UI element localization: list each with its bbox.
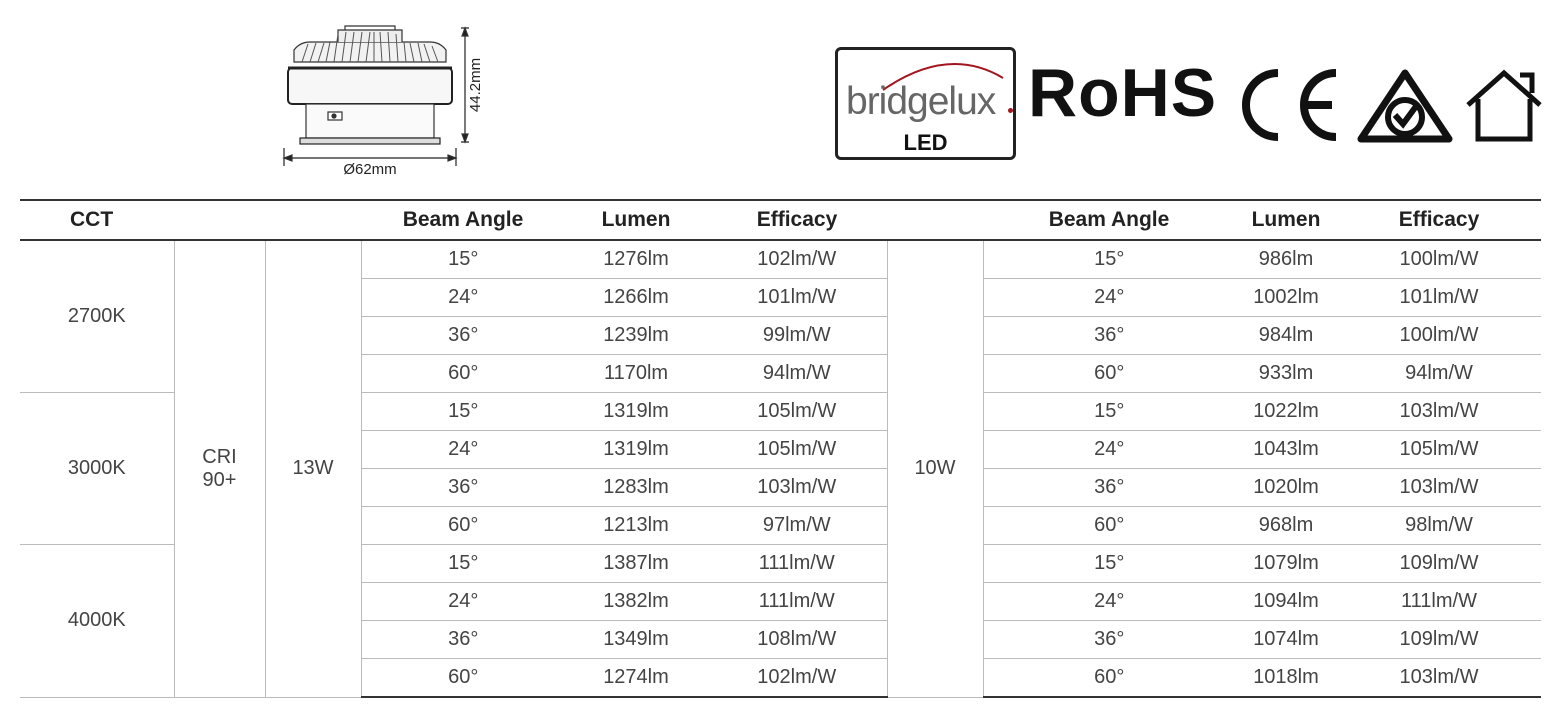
efficacy-cell: 111lm/W <box>707 545 887 583</box>
header-beam-angle-13w: Beam Angle <box>361 200 565 240</box>
beam-angle-cell: 60° <box>361 507 565 545</box>
efficacy-cell: 103lm/W <box>707 469 887 507</box>
lumen-cell: 1319lm <box>565 431 707 469</box>
beam-angle-cell: 36° <box>983 317 1235 355</box>
diameter-dimension-label: Ø62mm <box>343 161 397 178</box>
beam-angle-cell: 15° <box>361 240 565 279</box>
bridgelux-wordmark: bridgelux <box>846 80 996 123</box>
efficacy-cell: 101lm/W <box>707 279 887 317</box>
efficacy-cell: 108lm/W <box>707 621 887 659</box>
efficacy-cell: 98lm/W <box>1337 507 1541 545</box>
cri-value: 90+ <box>202 468 237 491</box>
efficacy-cell: 102lm/W <box>707 659 887 698</box>
lumen-cell: 1043lm <box>1235 431 1337 469</box>
lumen-cell: 984lm <box>1235 317 1337 355</box>
bridgelux-led-label: LED <box>903 130 948 155</box>
lumen-cell: 1020lm <box>1235 469 1337 507</box>
table-row <box>20 240 1541 279</box>
efficacy-cell: 94lm/W <box>707 355 887 393</box>
beam-angle-cell: 24° <box>361 431 565 469</box>
beam-angle-cell: 15° <box>983 545 1235 583</box>
beam-angle-cell: 60° <box>983 355 1235 393</box>
efficacy-cell: 103lm/W <box>1337 469 1541 507</box>
rcm-mark-icon <box>1355 67 1455 147</box>
lumen-cell: 1239lm <box>565 317 707 355</box>
lumen-cell: 986lm <box>1235 240 1337 279</box>
lumen-cell: 1274lm <box>565 659 707 698</box>
lumen-cell: 1018lm <box>1235 659 1337 698</box>
product-dimension-drawing <box>270 20 510 185</box>
beam-angle-cell: 36° <box>983 469 1235 507</box>
lumen-cell: 1074lm <box>1235 621 1337 659</box>
header-efficacy-10w: Efficacy <box>1337 200 1541 240</box>
lumen-cell: 1266lm <box>565 279 707 317</box>
cct-2700k: 2700K <box>20 240 174 393</box>
efficacy-cell: 100lm/W <box>1337 240 1541 279</box>
lumen-cell: 1276lm <box>565 240 707 279</box>
led-module-drawing-icon <box>270 20 510 185</box>
beam-angle-cell: 24° <box>361 279 565 317</box>
photometric-spec-table <box>20 199 1541 698</box>
beam-angle-cell: 24° <box>983 279 1235 317</box>
ce-mark-icon <box>1240 65 1340 145</box>
header-cct: CCT <box>20 200 174 240</box>
beam-angle-cell: 15° <box>983 393 1235 431</box>
rohs-mark: RoHS <box>1028 55 1218 131</box>
header-lumen-10w: Lumen <box>1235 200 1337 240</box>
height-dimension-label: 44.2mm <box>467 57 484 113</box>
lumen-cell: 1283lm <box>565 469 707 507</box>
cri-cell <box>174 240 265 697</box>
efficacy-cell: 111lm/W <box>707 583 887 621</box>
lumen-cell: 1319lm <box>565 393 707 431</box>
beam-angle-cell: 60° <box>361 659 565 698</box>
beam-angle-cell: 36° <box>361 317 565 355</box>
lumen-cell: 1382lm <box>565 583 707 621</box>
efficacy-cell: 109lm/W <box>1337 545 1541 583</box>
efficacy-cell: 94lm/W <box>1337 355 1541 393</box>
lumen-cell: 1002lm <box>1235 279 1337 317</box>
cct-3000k: 3000K <box>20 393 174 545</box>
efficacy-cell: 101lm/W <box>1337 279 1541 317</box>
lumen-cell: 1094lm <box>1235 583 1337 621</box>
lumen-cell: 968lm <box>1235 507 1337 545</box>
bridgelux-dot-icon <box>1008 108 1013 113</box>
efficacy-cell: 103lm/W <box>1337 659 1541 698</box>
efficacy-cell: 103lm/W <box>1337 393 1541 431</box>
lumen-cell: 1387lm <box>565 545 707 583</box>
lumen-cell: 1213lm <box>565 507 707 545</box>
beam-angle-cell: 24° <box>983 431 1235 469</box>
beam-angle-cell: 15° <box>983 240 1235 279</box>
bridgelux-logo <box>835 47 1016 160</box>
efficacy-cell: 111lm/W <box>1337 583 1541 621</box>
header-efficacy-13w: Efficacy <box>707 200 887 240</box>
efficacy-cell: 99lm/W <box>707 317 887 355</box>
beam-angle-cell: 15° <box>361 545 565 583</box>
table-header-row <box>20 200 1541 240</box>
cri-label: CRI <box>202 445 237 468</box>
lumen-cell: 1170lm <box>565 355 707 393</box>
power-13w-cell: 13W <box>265 240 361 697</box>
beam-angle-cell: 24° <box>361 583 565 621</box>
lumen-cell: 1079lm <box>1235 545 1337 583</box>
beam-angle-cell: 36° <box>361 621 565 659</box>
lumen-cell: 933lm <box>1235 355 1337 393</box>
beam-angle-cell: 60° <box>983 659 1235 698</box>
indoor-use-house-icon <box>1460 65 1550 145</box>
efficacy-cell: 100lm/W <box>1337 317 1541 355</box>
header-beam-angle-10w: Beam Angle <box>983 200 1235 240</box>
beam-angle-cell: 36° <box>983 621 1235 659</box>
lumen-cell: 1022lm <box>1235 393 1337 431</box>
efficacy-cell: 105lm/W <box>1337 431 1541 469</box>
beam-angle-cell: 15° <box>361 393 565 431</box>
certification-logos <box>835 45 1550 165</box>
beam-angle-cell: 36° <box>361 469 565 507</box>
efficacy-cell: 97lm/W <box>707 507 887 545</box>
efficacy-cell: 109lm/W <box>1337 621 1541 659</box>
power-10w-cell: 10W <box>887 240 983 697</box>
efficacy-cell: 105lm/W <box>707 431 887 469</box>
efficacy-cell: 102lm/W <box>707 240 887 279</box>
lumen-cell: 1349lm <box>565 621 707 659</box>
efficacy-cell: 105lm/W <box>707 393 887 431</box>
beam-angle-cell: 60° <box>983 507 1235 545</box>
header-lumen-13w: Lumen <box>565 200 707 240</box>
beam-angle-cell: 24° <box>983 583 1235 621</box>
cct-4000k: 4000K <box>20 545 174 698</box>
beam-angle-cell: 60° <box>361 355 565 393</box>
